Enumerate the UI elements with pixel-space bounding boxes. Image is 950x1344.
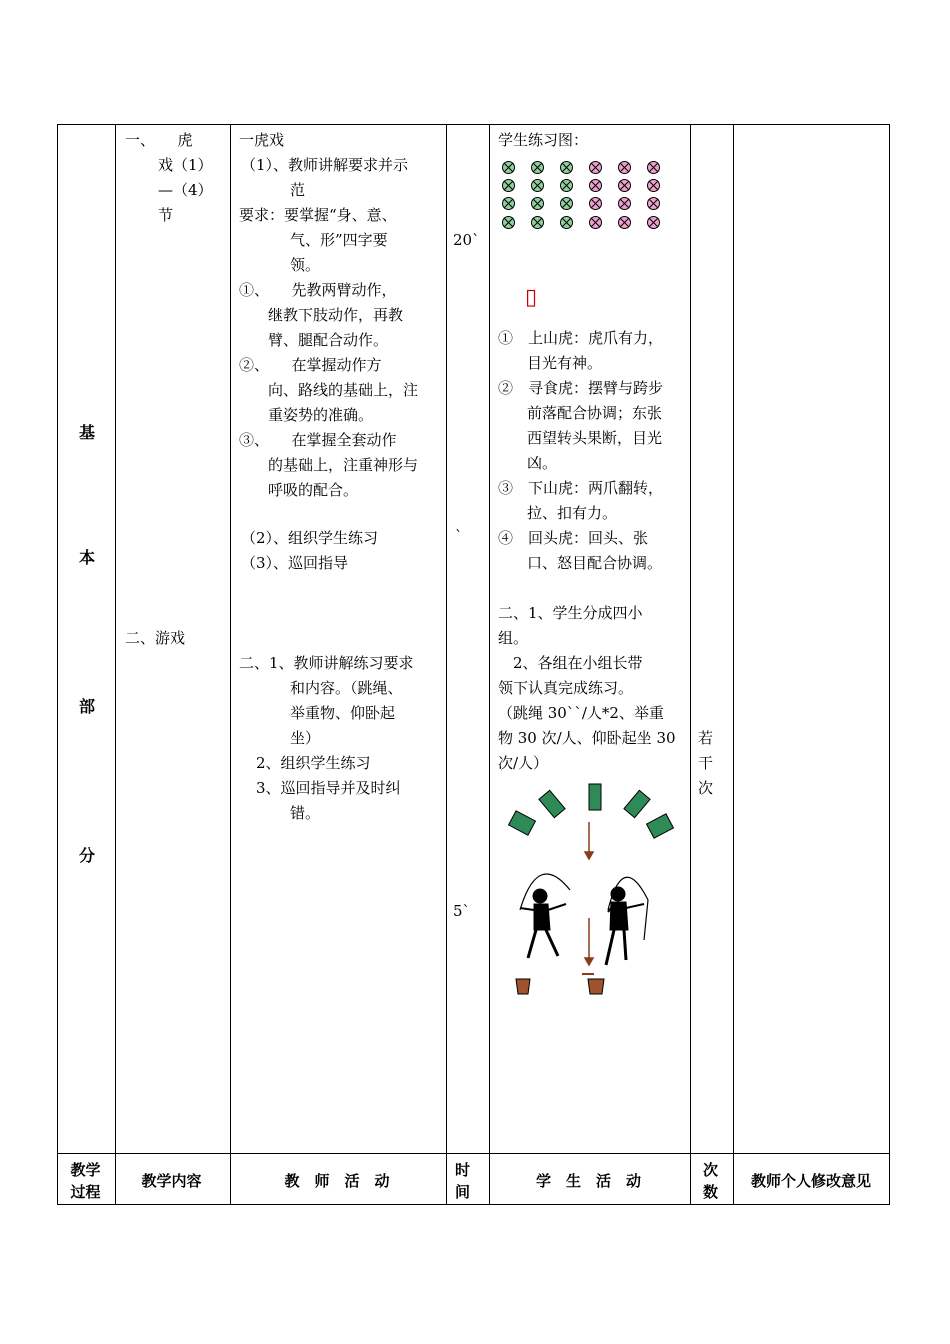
col-divider xyxy=(489,125,490,1204)
content-item-1: —（4） xyxy=(158,181,213,199)
formation-dot-green xyxy=(531,197,544,210)
station-card xyxy=(509,811,536,835)
weight-bucket xyxy=(516,979,530,994)
count-char: 次 xyxy=(698,779,714,797)
teacher-line: 坐） xyxy=(290,729,321,747)
time-value: 5` xyxy=(453,902,471,920)
student-line: 物 30 次/人、仰卧起坐 30 xyxy=(498,729,676,747)
teacher-line: 的基础上，注重神形与 xyxy=(268,456,419,474)
time-value: ` xyxy=(455,527,463,545)
teacher-line: 要求：要掌握“身、意、 xyxy=(239,206,397,224)
direction-arrow-head xyxy=(585,958,593,965)
header-count-line: 次 xyxy=(702,1161,718,1179)
formation-dot-pink xyxy=(647,161,660,174)
teacher-line: 一虎戏 xyxy=(239,131,285,149)
teacher-line: 错。 xyxy=(290,804,321,822)
header-count xyxy=(689,1159,732,1203)
teacher-line: 呼吸的配合。 xyxy=(268,481,359,499)
formation-dot-green xyxy=(531,161,544,174)
teacher-line: 举重物、仰卧起 xyxy=(290,704,396,722)
header-process-line: 教学 xyxy=(70,1161,101,1179)
student-line: 口、怒目配合协调。 xyxy=(527,554,663,572)
formation-dot-pink xyxy=(589,197,602,210)
station-card xyxy=(624,790,650,817)
teacher-line: （2）、组织学生练习 xyxy=(241,529,379,547)
header-time-line: 时 xyxy=(454,1161,470,1179)
formation-dot-pink xyxy=(618,197,631,210)
section-label-char: 基 xyxy=(79,423,96,442)
header-student: 学 生 活 动 xyxy=(535,1172,641,1190)
station-card xyxy=(589,784,601,810)
formation-dot-pink xyxy=(589,179,602,192)
teacher-line: ②、 在掌握动作方 xyxy=(239,356,382,374)
section-label-char: 部 xyxy=(79,697,96,716)
content-item-1: 戏（1） xyxy=(158,156,213,174)
content-item-2: 二、游戏 xyxy=(125,629,186,647)
student-line: 领下认真完成练习。 xyxy=(498,679,634,697)
formation-dot-pink xyxy=(589,161,602,174)
formation-dot-pink xyxy=(618,216,631,229)
formation-dot-green xyxy=(502,161,515,174)
teacher-line: （1）、教师讲解要求并示 xyxy=(241,156,409,174)
direction-arrow-head xyxy=(585,852,593,859)
col-divider xyxy=(230,125,231,1204)
student-line: ④ 回头虎：回头、张 xyxy=(498,529,649,547)
jumper-head xyxy=(611,887,625,901)
student-line: 次/人） xyxy=(498,754,549,772)
student-line: ① 上山虎：虎爪有力， xyxy=(498,329,664,347)
student-line: 西望转头果断，目光 xyxy=(527,429,663,447)
jumper-legs xyxy=(606,930,626,965)
header-count-line: 数 xyxy=(702,1183,718,1201)
formation-dot-pink xyxy=(647,179,660,192)
col-divider xyxy=(733,125,734,1204)
content-item-1: 节 xyxy=(158,206,174,224)
formation-dot-green xyxy=(560,216,573,229)
formation-dot-green xyxy=(560,161,573,174)
formation-dot-green xyxy=(502,179,515,192)
formation-dot-green xyxy=(502,216,515,229)
student-line: 2、各组在小组长带 xyxy=(498,654,643,672)
formation-dot-pink xyxy=(618,179,631,192)
formation-dot-pink xyxy=(618,161,631,174)
formation-dot-pink xyxy=(647,216,660,229)
station-card xyxy=(539,790,565,817)
rope-skipping-illustration xyxy=(498,780,688,1000)
student-diagram-title: 学生练习图： xyxy=(498,131,589,149)
teacher-line: 领。 xyxy=(290,256,321,274)
student-line: 组。 xyxy=(498,629,529,647)
formation-dot-pink xyxy=(647,197,660,210)
student-line: 拉、扣有力。 xyxy=(527,504,618,522)
teacher-line: ③、 在掌握全套动作 xyxy=(239,431,397,449)
student-line: 凶。 xyxy=(527,454,558,472)
teacher-line: 3、巡回指导并及时纠 xyxy=(256,779,401,797)
count-char: 干 xyxy=(698,754,714,772)
student-line: ③ 下山虎：两爪翻转， xyxy=(498,479,664,497)
jumper-head xyxy=(533,889,547,903)
weight-bucket xyxy=(588,979,604,994)
jumper-legs xyxy=(528,930,558,958)
teacher-line: 重姿势的准确。 xyxy=(268,406,374,424)
teacher-line: 气、形”四字要 xyxy=(290,231,388,249)
content-item-1: 一、 虎 xyxy=(125,131,193,149)
header-notes: 教师个人修改意见 xyxy=(750,1172,871,1190)
formation-dot-green xyxy=(531,216,544,229)
header-time-line: 间 xyxy=(454,1183,470,1201)
jumper-body xyxy=(534,904,550,930)
placeholder-glyph: ▯ xyxy=(525,285,538,310)
formation-dot-green xyxy=(531,179,544,192)
student-line: ② 寻食虎：摆臂与跨步 xyxy=(498,379,664,397)
teacher-line: 二、1、教师讲解练习要求 xyxy=(239,654,414,672)
formation-dot-green xyxy=(560,197,573,210)
student-line: 目光有神。 xyxy=(527,354,603,372)
col-divider xyxy=(690,125,691,1204)
col-divider xyxy=(115,125,116,1204)
lesson-table xyxy=(57,124,890,1205)
teacher-line: 臂、腿配合动作。 xyxy=(268,331,389,349)
count-char: 若 xyxy=(698,729,714,747)
formation-dot-green xyxy=(560,179,573,192)
col-divider xyxy=(446,125,447,1204)
teacher-line: ①、 先教两臂动作， xyxy=(239,281,397,299)
header-process-line: 过程 xyxy=(70,1183,101,1201)
student-line: 前落配合协调；东张 xyxy=(527,404,663,422)
time-value: 20` xyxy=(453,231,480,249)
header-process xyxy=(57,1159,114,1203)
formation-dot-green xyxy=(502,197,515,210)
header-time xyxy=(445,1159,480,1203)
header-teacher: 教 师 活 动 xyxy=(284,1172,390,1190)
header-divider xyxy=(58,1153,889,1154)
teacher-line: 向、路线的基础上，注 xyxy=(268,381,419,399)
teacher-line: 和内容。（跳绳、 xyxy=(290,679,403,697)
teacher-line: （3）、巡回指导 xyxy=(241,554,349,572)
header-content: 教学内容 xyxy=(141,1172,202,1190)
formation-dot-pink xyxy=(589,216,602,229)
section-label-char: 分 xyxy=(79,846,96,865)
station-card xyxy=(647,814,674,838)
jumper-body xyxy=(610,902,628,930)
student-line: 二、1、学生分成四小 xyxy=(498,604,643,622)
teacher-line: 继教下肢动作，再教 xyxy=(268,306,404,324)
teacher-line: 2、组织学生练习 xyxy=(256,754,371,772)
student-line: （跳绳 30``/人*2、举重 xyxy=(498,704,664,722)
section-label-char: 本 xyxy=(79,548,96,567)
teacher-line: 范 xyxy=(290,181,306,199)
